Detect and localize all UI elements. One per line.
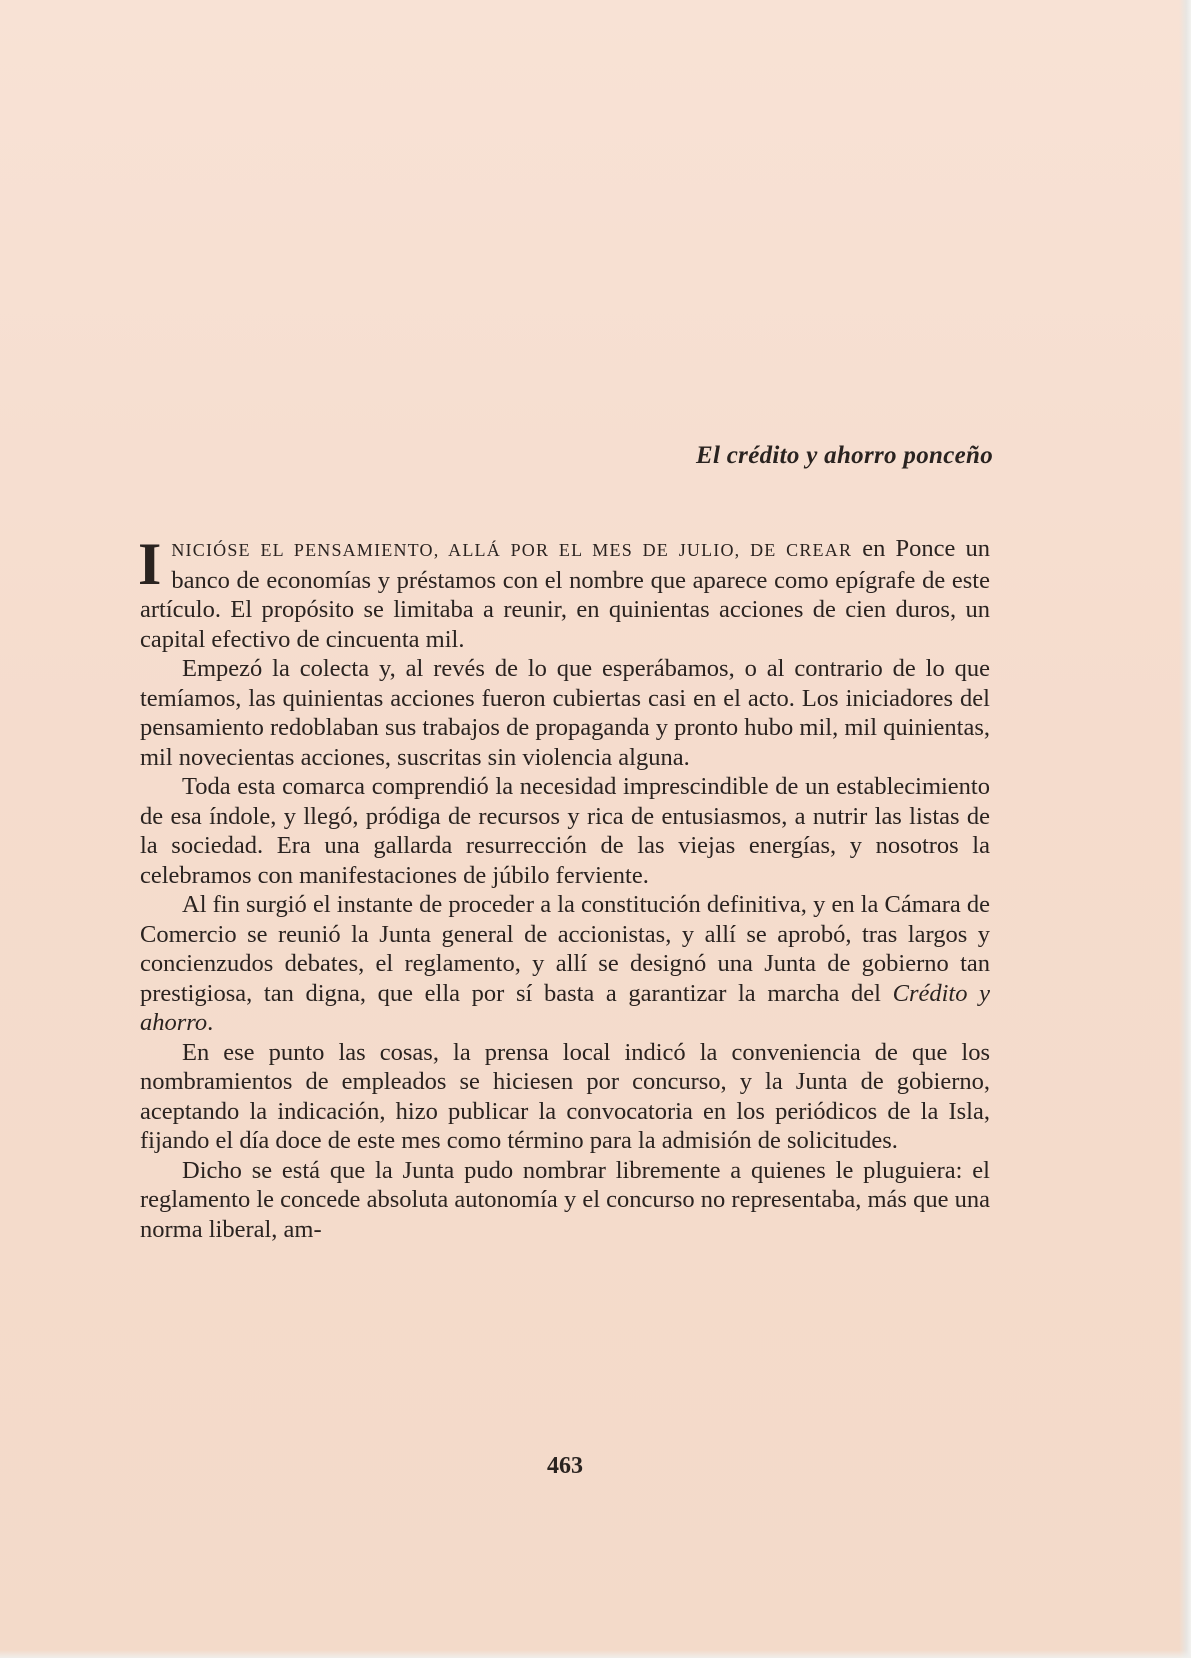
paragraph-6: Dicho se está que la Junta pudo nombrar libremente a quienes le pluguiera: el reglamento le concede absoluta autonomía y el concurso no representaba, más que una norma liberal, am- <box>140 1156 990 1243</box>
paragraph-3: Toda esta comarca comprendió la necesidad imprescindible de un establecimiento de esa índole, y llegó, pródiga de recursos y rica de entusiasmos, a nutrir las listas de la sociedad. Era una gallarda resurrección de las viejas energías, y nosotros la celebramos con manifestaciones de júbilo ferviente. <box>140 773 990 889</box>
page-edge-bottom <box>0 1650 1191 1658</box>
paragraph-4 <box>140 890 990 1038</box>
paragraph-5: En ese punto las cosas, la prensa local indicó la conveniencia de que los nombramientos de empleados se hiciesen por concurso, y la Junta de gobierno, aceptando la indicación, hizo publicar la convocatoria en los periódicos de la Isla, fijando el día doce de este mes como término para la admisión de solicitudes. <box>140 1038 990 1154</box>
paragraph-4-text: Al fin surgió el instante de proceder a la constitución definitiva, y en la Cámara de Comercio se reunió la Junta general de accionistas, y allí se aprobó, tras largos y concienzudos debates, el reglamento, y allí se designó una Junta de gobierno tan prestigiosa, tan digna, que ella por sí basta a garantizar la marcha del <box>140 891 990 1007</box>
page-edge-right <box>1179 0 1191 1658</box>
article-body <box>138 531 991 1244</box>
paragraph-4-end: . <box>207 1009 214 1036</box>
paragraph-1-text: en Ponce un banco de economías y préstamos con el nombre que aparece como epígrafe de este artículo. El propósito se limitaba a reunir, en quinientas acciones de cien duros, un capital efectivo de cincuenta mil. <box>140 535 991 653</box>
paragraph-4-italic: Crédito y ahorro <box>140 979 990 1036</box>
drop-cap: I <box>138 531 162 597</box>
paragraph-2: Empezó la colecta y, al revés de lo que esperábamos, o al contrario de lo que temíamos, las quinientas acciones fueron cubiertas casi en el acto. Los iniciadores del pensamiento redoblaban sus trabajos de propaganda y pronto hubo mil, mil quinientas, mil novecientas acciones, suscritas sin violencia alguna. <box>140 655 990 771</box>
paragraph-1 <box>138 531 991 654</box>
opening-smallcaps: NICIÓSE EL PENSAMIENTO, ALLÁ POR EL MES DE JULIO, DE CREAR <box>171 540 853 560</box>
page-number: 463 <box>547 1453 583 1479</box>
article-title: El crédito y ahorro ponceño <box>696 442 993 469</box>
